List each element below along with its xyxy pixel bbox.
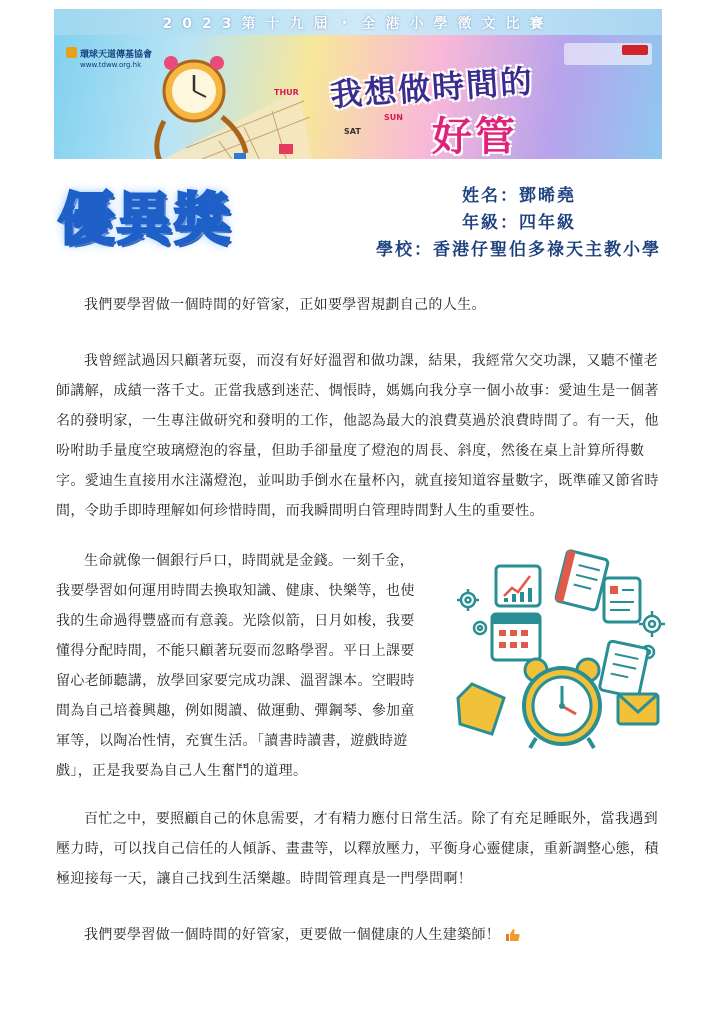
organizer-logo-icon bbox=[66, 47, 77, 58]
calendar-icon bbox=[492, 614, 540, 660]
essay-paragraph-2: 我曾經試過因只顧著玩耍，而沒有好好溫習和做功課，結果，我經常欠交功課，又聽不懂老師講解，成績一落千丈。正當我感到迷茫、惆悵時，媽媽向我分享一個小故事：愛迪生是一個著名的發明家，一生專注做研究和發明的工作，他認為最大的浪費莫過於浪費時間了。有一天，他吩咐助手量度空玻璃燈泡的容量，但助手卻量度了燈泡的周長、斜度，然後在桌上計算所得數字。愛迪生直接用水注滿燈泡，並叫助手倒水在量杯內，就直接知道容量數字，既準確又節省時間，令助手即時理解如何珍惜時間，而我瞬間明白管理時間對人生的重要性。 bbox=[56, 353, 659, 519]
alarm-clock-icon bbox=[524, 659, 600, 748]
calendar-label-thur: THUR bbox=[274, 88, 299, 97]
student-school: 學校：香港仔聖伯多祿天主教小學 bbox=[376, 240, 661, 260]
essay-paragraph-1: 我們要學習做一個時間的好管家，正如要學習規劃自己的人生。 bbox=[84, 297, 486, 313]
clipboard-icon bbox=[604, 578, 640, 622]
essay-paragraph-3: 生命就像一個銀行戶口，時間就是金錢。一刻千金，我要學習如何運用時間去換取知識、健康、快樂等，也使我的生命過得豐盛而有意義。光陰似箭，日月如梭，我要懂得分配時間，不能只顧著玩耍而忽略學習。平日上課要留心老師聽講，放學回家要完成功課、溫習課本。空暇時間為自己培養興趣，例如閱讀、做運動、彈鋼琴、參加童軍等，以陶冶性情，充實生活。「讀書時讀書，遊戲時遊戲」，正是我要為自己人生奮鬥的道理。 bbox=[56, 553, 415, 779]
theme-line-2: 好管 bbox=[432, 114, 518, 159]
folder-icon bbox=[458, 684, 504, 734]
envelope-icon bbox=[618, 694, 658, 724]
theme-title bbox=[322, 61, 642, 159]
theme-line-1: 我想做時間的 bbox=[329, 61, 536, 115]
chart-document-icon bbox=[496, 566, 540, 606]
student-grade: 年級：四年級 bbox=[462, 213, 576, 233]
checklist-icon bbox=[599, 641, 649, 698]
essay-paragraph-5 bbox=[56, 920, 666, 950]
contest-banner bbox=[54, 9, 662, 159]
award-title: 優異獎 bbox=[58, 188, 232, 253]
gear-icon-left bbox=[457, 589, 486, 634]
sponsor-badge-icon bbox=[622, 45, 648, 55]
student-name: 姓名：鄧晞堯 bbox=[462, 186, 576, 206]
essay-paragraph-4: 百忙之中，要照顧自己的休息需要，才有精力應付日常生活。除了有充足睡眠外，當我遇到壓力時，可以找自己信任的人傾訴、畫畫等，以釋放壓力，平衡身心靈健康，重新調整心態，積極迎接每一天，讓自己找到生活樂趣。時間管理真是一門學問啊！ bbox=[56, 811, 659, 887]
calendar-label-sun: SUN bbox=[384, 113, 403, 122]
time-management-illustration bbox=[452, 548, 670, 754]
banner-title: 2023第十九屆・全港小學徵文比賽 bbox=[162, 16, 554, 32]
calendar-label-sat: SAT bbox=[344, 127, 361, 136]
thumbs-up-icon bbox=[506, 928, 520, 942]
organizer-name: 環球天道傳基協會 bbox=[80, 50, 153, 60]
notebook-icon bbox=[555, 550, 608, 611]
clock-calendar-illustration bbox=[124, 49, 314, 159]
organizer-url: www.tdww.org.hk bbox=[80, 61, 142, 69]
essay-paragraph-5-text: 我們要學習做一個時間的好管家，更要做一個健康的人生建築師！ bbox=[84, 927, 501, 943]
